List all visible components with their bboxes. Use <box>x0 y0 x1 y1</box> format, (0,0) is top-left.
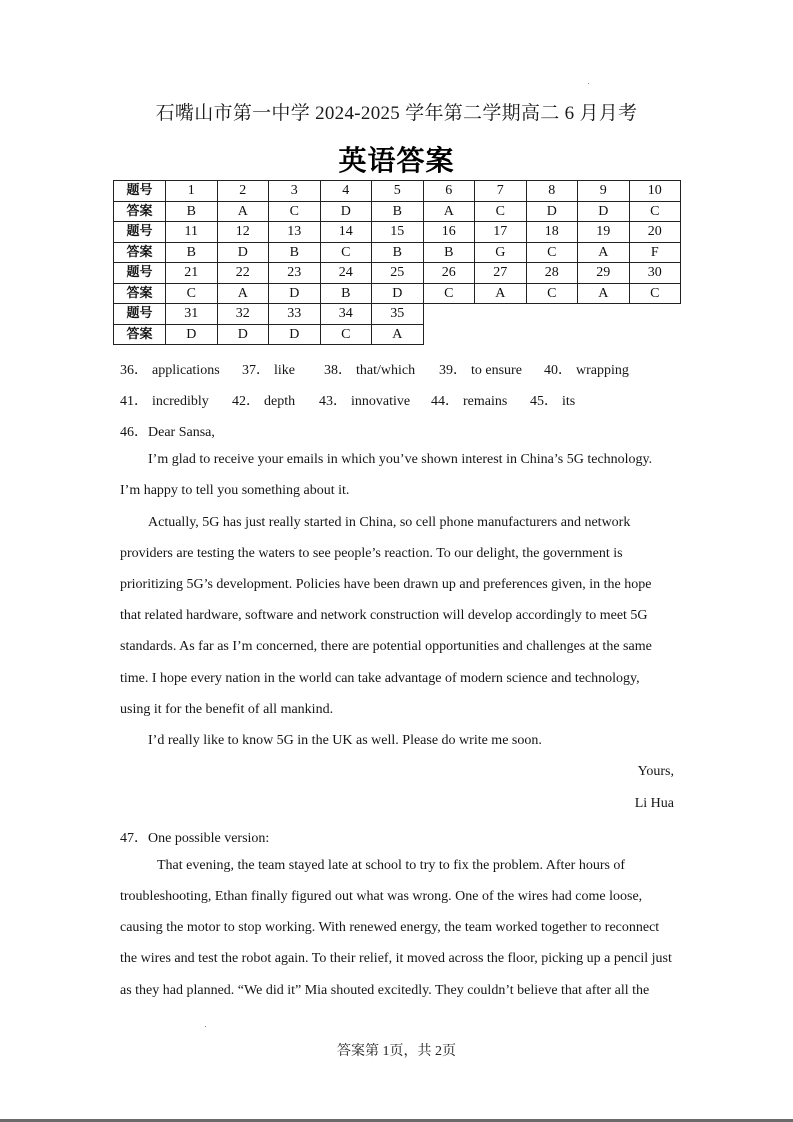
answer-cell: F <box>629 242 681 263</box>
row-label-number: 题号 <box>114 263 166 284</box>
item-number: 39． <box>439 363 467 378</box>
answer-cell: C <box>320 324 372 345</box>
row-label-answer: 答案 <box>114 201 166 222</box>
item-number: 45． <box>530 394 558 409</box>
fill-in-row <box>120 390 575 410</box>
item-number: 37． <box>242 363 270 378</box>
question-number: 1 <box>166 181 218 202</box>
answer-cell: B <box>166 201 218 222</box>
item-number: 38． <box>324 363 352 378</box>
question-number: 19 <box>578 222 630 243</box>
letter-line: using it for the benefit of all mankind. <box>120 702 334 717</box>
fill-in-item <box>242 359 324 379</box>
question-number: 15 <box>372 222 424 243</box>
item-answer: like <box>274 363 295 378</box>
question-number: 30 <box>629 263 681 284</box>
answer-cell: B <box>372 201 424 222</box>
answer-cell: B <box>320 283 372 304</box>
scan-speck <box>205 1026 206 1027</box>
exam-title: 石嘴山市第一中学 2024-2025 学年第二学期高二 6 月月考 <box>155 103 638 124</box>
answer-cell: B <box>423 242 475 263</box>
question-number: 32 <box>217 304 269 325</box>
item-number: 40． <box>544 363 572 378</box>
fill-in-item <box>431 390 530 410</box>
item-answer: its <box>562 394 576 409</box>
fill-in-item <box>120 390 232 410</box>
answer-cell: D <box>526 201 578 222</box>
table-row-answers <box>114 242 681 263</box>
question-number: 2 <box>217 181 269 202</box>
answer-cell: C <box>166 283 218 304</box>
answer-cell: D <box>217 242 269 263</box>
continuation-line: the wires and test the robot again. To their relief, it moved across the floor, picking up a pencil just <box>120 951 672 966</box>
scan-speck <box>588 83 589 84</box>
letter-line: I’m happy to tell you something about it. <box>120 483 350 498</box>
answer-cell: B <box>269 242 321 263</box>
fill-in-item <box>120 359 220 379</box>
table-row-numbers <box>114 181 681 202</box>
answer-cell: D <box>166 324 218 345</box>
question-number: 3 <box>269 181 321 202</box>
question-number: 17 <box>475 222 527 243</box>
answer-table <box>113 180 681 345</box>
question-number: 27 <box>475 263 527 284</box>
question-number: 14 <box>320 222 372 243</box>
answer-cell: A <box>217 201 269 222</box>
question-number: 12 <box>217 222 269 243</box>
answer-cell: D <box>217 324 269 345</box>
answer-cell: D <box>320 201 372 222</box>
answer-cell: C <box>423 283 475 304</box>
letter-signature: Li Hua <box>634 796 674 811</box>
letter-line: Actually, 5G has just really started in China, so cell phone manufacturers and network <box>148 515 631 530</box>
question-number: 13 <box>269 222 321 243</box>
letter-line: I’m glad to receive your emails in which you’ve shown interest in China’s 5G technology. <box>148 452 653 467</box>
question-number: 5 <box>372 181 424 202</box>
fill-in-item <box>544 359 629 379</box>
page-footer: 答案第 1页，共 2页 <box>337 1044 456 1059</box>
question-number: 6 <box>423 181 475 202</box>
question-number: 20 <box>629 222 681 243</box>
answer-cell: A <box>217 283 269 304</box>
row-label-answer: 答案 <box>114 283 166 304</box>
question-number: 16 <box>423 222 475 243</box>
question-number: 21 <box>166 263 218 284</box>
item-answer: incredibly <box>152 394 209 409</box>
item-answer: to ensure <box>471 363 522 378</box>
answer-cell: C <box>526 242 578 263</box>
item-number: 43． <box>319 394 347 409</box>
row-label-number: 题号 <box>114 304 166 325</box>
item-answer: that/which <box>356 363 416 378</box>
continuation-line: as they had planned. “We did it” Mia shouted excitedly. They couldn’t believe that after all the <box>120 983 650 998</box>
letter-line: I’d really like to know 5G in the UK as well. Please do write me soon. <box>148 733 542 748</box>
table-row-numbers <box>114 263 681 284</box>
question-number: 10 <box>629 181 681 202</box>
item-answer: innovative <box>351 394 411 409</box>
answer-cell: G <box>475 242 527 263</box>
item-number: 44． <box>431 394 459 409</box>
question-number: 23 <box>269 263 321 284</box>
continuation-line: troubleshooting, Ethan finally figured out what was wrong. One of the wires had come loose, <box>120 889 643 904</box>
letter-line: time. I hope every nation in the world can take advantage of modern science and technology, <box>120 671 640 686</box>
item-answer: remains <box>463 394 508 409</box>
item-number: 36． <box>120 363 148 378</box>
answer-cell: A <box>475 283 527 304</box>
fill-in-item <box>530 390 575 410</box>
fill-in-item <box>439 359 544 379</box>
letter-line: prioritizing 5G’s development. Policies have been drawn up and preferences given, in the hope <box>120 577 652 592</box>
row-label-number: 题号 <box>114 222 166 243</box>
empty-space <box>423 304 681 325</box>
letter-line: providers are testing the waters to see people’s reaction. To our delight, the government is <box>120 546 623 561</box>
fill-in-item <box>232 390 319 410</box>
question-number: 8 <box>526 181 578 202</box>
table-row-answers <box>114 283 681 304</box>
empty-space <box>423 324 681 345</box>
fill-in-item <box>324 359 439 379</box>
answer-cell: B <box>372 242 424 263</box>
question-number: 34 <box>320 304 372 325</box>
answer-cell: C <box>629 283 681 304</box>
question-number: 4 <box>320 181 372 202</box>
question-number: 31 <box>166 304 218 325</box>
table-row-answers <box>114 324 681 345</box>
answer-cell: A <box>578 242 630 263</box>
question-number: 26 <box>423 263 475 284</box>
row-label-number: 题号 <box>114 181 166 202</box>
continuation-heading: 47．One possible version: <box>120 831 270 846</box>
question-number: 7 <box>475 181 527 202</box>
table-row-numbers <box>114 222 681 243</box>
answer-cell: D <box>269 324 321 345</box>
letter-closing: Yours, <box>637 764 674 779</box>
table-row-numbers <box>114 304 681 325</box>
answer-cell: C <box>629 201 681 222</box>
fill-in-item <box>319 390 431 410</box>
question-number: 28 <box>526 263 578 284</box>
question-number: 24 <box>320 263 372 284</box>
answer-cell: A <box>578 283 630 304</box>
question-number: 33 <box>269 304 321 325</box>
answer-cell: C <box>269 201 321 222</box>
question-number: 11 <box>166 222 218 243</box>
table-row-answers <box>114 201 681 222</box>
answer-cell: C <box>475 201 527 222</box>
fill-in-row <box>120 359 629 379</box>
question-number: 25 <box>372 263 424 284</box>
subject-title: 英语答案 <box>338 144 455 177</box>
question-number: 22 <box>217 263 269 284</box>
letter-line: standards. As far as I’m concerned, there are potential opportunities and challenges at the same <box>120 639 652 654</box>
answer-cell: D <box>578 201 630 222</box>
answer-cell: A <box>372 324 424 345</box>
item-number: 42． <box>232 394 260 409</box>
row-label-answer: 答案 <box>114 324 166 345</box>
answer-cell: B <box>166 242 218 263</box>
item-answer: applications <box>152 363 220 378</box>
letter-heading: 46．Dear Sansa, <box>120 425 215 440</box>
item-answer: wrapping <box>576 363 629 378</box>
letter-line: that related hardware, software and network construction will develop accordingly to meet 5G <box>120 608 648 623</box>
row-label-answer: 答案 <box>114 242 166 263</box>
answer-cell: D <box>269 283 321 304</box>
answer-cell: A <box>423 201 475 222</box>
question-number: 35 <box>372 304 424 325</box>
item-answer: depth <box>264 394 296 409</box>
continuation-line: That evening, the team stayed late at school to try to fix the problem. After hours of <box>157 858 626 873</box>
answer-cell: D <box>372 283 424 304</box>
question-number: 18 <box>526 222 578 243</box>
continuation-line: causing the motor to stop working. With renewed energy, the team worked together to reconnect <box>120 920 660 935</box>
answer-cell: C <box>320 242 372 263</box>
question-number: 9 <box>578 181 630 202</box>
answer-cell: C <box>526 283 578 304</box>
question-number: 29 <box>578 263 630 284</box>
item-number: 41． <box>120 394 148 409</box>
